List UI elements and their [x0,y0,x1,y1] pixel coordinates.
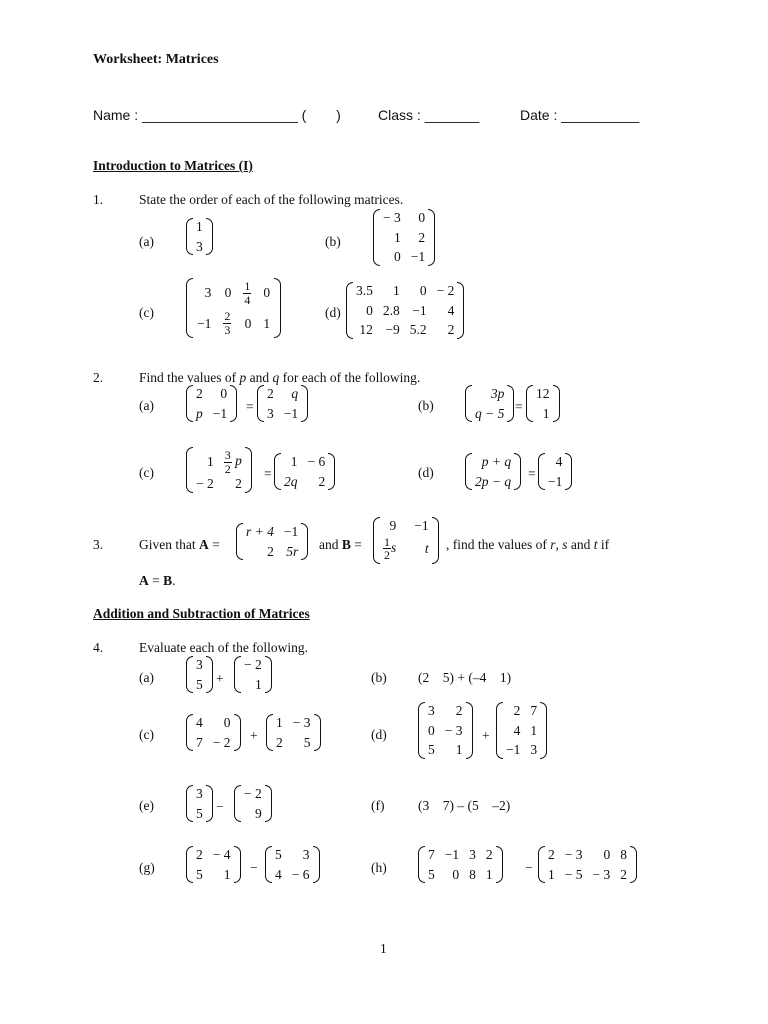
matrix-cell: 3 [196,657,203,672]
q4-label-e: (e) [139,798,154,813]
q3-matrix-A [236,523,308,560]
matrix-cell: 3.5 [356,283,373,298]
matrix-cell: 0 [418,210,426,225]
q4-label-d: (d) [371,727,387,742]
cell: 1 [207,454,214,470]
matrix-cell: 2 [267,543,274,559]
date-field[interactable] [520,108,639,122]
matrix-cell: 4 [275,866,282,882]
q3-and-b: and B = [319,537,362,552]
q2-matrix-d-right [538,453,572,490]
q4-label-g: (g) [139,860,155,875]
class-label: Class : [378,107,421,123]
cell: 0 [224,285,232,301]
matrix-cell: − 2 [244,786,262,801]
matrix-cell: 7 [428,847,435,862]
matrix-cell: − 6 [291,866,310,882]
question-1-text: State the order of each of the following matrices. [139,192,404,207]
question-4-text: Evaluate each of the following. [139,640,309,655]
matrix-cell: 3 [302,847,310,862]
question-2-text: Find the values of p and q for each of the following. [139,370,421,385]
matrix-cell: 1 [485,866,493,882]
name-field[interactable] [93,108,341,122]
matrix-cell: 1 [393,283,400,298]
q4-label-b: (b) [371,670,387,685]
q1-matrix-c [186,278,281,338]
matrix-cell: 12 [536,386,550,401]
plus-sign: + [250,728,258,743]
q2-label-c: (c) [139,465,154,480]
q4-label-h: (h) [371,860,387,875]
matrix-cell: 4 [513,722,521,738]
q4-label-c: (c) [139,727,154,742]
matrix-cell: 8 [620,847,627,862]
matrix-cell: − 2 [212,734,231,750]
matrix-cell: 2p − q [475,473,512,489]
matrix-cell: 3p [490,386,505,401]
matrix-cell: 2 [548,847,555,862]
matrix-cell: 2 [318,473,326,489]
matrix-cell: q − 5 [475,405,505,421]
matrix-cell: 2 [196,386,203,401]
matrix-cell: 1 [530,722,538,738]
q2-matrix-c-right [274,453,335,490]
equals-sign: = [246,399,254,414]
question-3-tail: , find the values of r, s and t if [446,537,610,552]
matrix-cell: 7 [530,703,538,718]
question-2-number: 2. [93,370,104,385]
matrix-cell: 1 [542,405,550,421]
matrix-cell: − 3 [383,210,401,225]
q2-matrix-a-left [186,385,237,422]
class-line: _______ [424,107,480,123]
cell: − 2 [196,476,214,492]
matrix-cell: 2q [284,473,298,489]
q4-matrix-d2 [496,702,547,759]
matrix-cell: 1 [196,219,203,234]
q2-label-d: (d) [418,465,434,480]
matrix-cell: 9 [255,805,262,821]
matrix-cell: 0 [452,866,460,882]
q1-matrix-d [346,282,464,339]
matrix-cell: p + q [481,454,512,469]
matrix-cell: 0 [366,302,373,318]
question-4-number: 4. [93,640,104,655]
matrix-cell: −1 [283,405,299,421]
matrix-cell: 5 [275,847,282,862]
matrix-cell: 1 [455,742,463,757]
fraction: $\frac{2}{3}$ [224,309,231,337]
question-3-number: 3. [93,537,104,552]
date-label: Date : [520,107,558,123]
q1-label-b: (b) [325,234,341,249]
name-label: Name : [93,107,139,123]
matrix-cell: 5 [196,805,203,821]
q1-label-a: (a) [139,234,154,249]
matrix-cell: 0 [394,249,401,264]
question-3-condition: A = B. [139,573,176,588]
q4-matrix-d1 [418,702,473,759]
q4-matrix-g2 [265,846,320,883]
matrix-cell: 5 [196,866,203,882]
matrix-cell: 5 [303,734,311,750]
matrix-cell: 3 [469,847,476,862]
q1-matrix-b [373,209,435,266]
matrix-cell: −9 [385,322,400,337]
matrix-cell: 1 [548,866,555,882]
cell: 0 [244,315,252,331]
index-paren-close: ) [336,107,341,123]
cell: $\frac{3}{2}$ p [224,448,242,476]
plus-sign: + [216,671,224,686]
matrix-cell: 4 [447,302,455,318]
matrix-cell: − 2 [244,657,262,672]
equals-sign: = [264,466,272,481]
matrix-cell: 2 [196,847,203,862]
q3-matrix-B [373,517,439,564]
matrix-cell: 4 [196,715,203,730]
matrix-cell: 0 [220,386,228,401]
matrix-cell: 5r [286,543,299,559]
cell: 1 [263,315,271,331]
minus-sign: − [250,860,258,875]
cell: 3 [204,285,212,301]
q4-expression-b: (2 5) + (–4 1) [418,670,512,685]
matrix-cell: 0 [223,715,231,730]
minus-sign: − [216,799,224,814]
page-number: 1 [380,941,387,956]
matrix-cell: p [196,405,203,421]
matrix-cell: − 3 [444,722,463,738]
plus-sign: + [482,728,490,743]
matrix-cell: 5 [428,866,435,882]
matrix-cell: 7 [196,734,203,750]
matrix-cell: − 5 [564,866,583,882]
q2-matrix-d-left [465,453,521,490]
section-heading-intro: Introduction to Matrices (I) [93,158,253,173]
q2-matrix-b-left [465,385,514,422]
fraction: $\frac{1}{4}$ [244,279,251,307]
matrix-cell: 2 [620,866,627,882]
section-heading-addition: Addition and Subtraction of Matrices [93,606,310,621]
matrix-cell: 2 [485,847,493,862]
q1-matrix-a [186,218,213,255]
matrix-cell: 3 [530,742,538,757]
cell: −1 [414,518,429,533]
equals-sign: = [528,466,536,481]
matrix-cell: −1 [444,847,460,862]
matrix-cell: 1 [255,676,262,692]
cell: $\frac{1}{2}$ s [384,534,397,563]
matrix-cell: − 6 [307,454,326,469]
matrix-cell: 2.8 [382,302,400,318]
matrix-cell: r + 4 [246,524,274,539]
matrix-cell: − 2 [436,283,455,298]
q1-label-c: (c) [139,305,154,320]
matrix-cell: −1 [410,249,426,264]
q2-label-a: (a) [139,398,154,413]
matrix-cell: 1 [394,229,401,245]
matrix-cell: − 3 [592,866,611,882]
matrix-cell: 5 [428,742,435,757]
date-line: __________ [561,107,640,123]
worksheet-title: Worksheet: Matrices [93,52,219,67]
matrix-cell: 5 [196,676,203,692]
q4-label-f: (f) [371,798,385,813]
q4-matrix-h1 [418,846,503,883]
matrix-cell: 2 [447,322,455,337]
matrix-cell: 1 [276,715,283,730]
matrix-cell: 1 [223,866,231,882]
q2-matrix-c-left [186,447,252,493]
matrix-cell: 1 [290,454,298,469]
cell: 9 [389,518,397,533]
matrix-cell: 2 [513,703,521,718]
matrix-cell: 3 [428,703,435,718]
cell: 2 [235,476,242,492]
q4-expression-f: (3 7) – (5 –2) [418,798,511,813]
matrix-cell: − 3 [292,715,311,730]
q4-matrix-h2 [538,846,637,883]
matrix-cell: 2 [455,703,463,718]
matrix-cell: −1 [283,524,299,539]
name-line: ____________________ [142,107,298,123]
q4-matrix-e1 [186,785,213,822]
matrix-cell: − 4 [212,847,231,862]
matrix-cell: 8 [469,866,476,882]
question-3-given: Given that A = [139,537,220,552]
matrix-cell: 0 [603,847,611,862]
matrix-cell: 3 [196,786,203,801]
matrix-cell: 2 [418,229,426,245]
q2-label-b: (b) [418,398,434,413]
q4-matrix-g1 [186,846,241,883]
cell: 0 [263,285,271,301]
matrix-cell: 2 [267,386,274,401]
equals-sign: = [515,399,523,414]
index-paren-open: ( [301,107,307,123]
q2-matrix-b-right [526,385,560,422]
q4-matrix-c2 [266,714,321,751]
matrix-cell: q [291,386,299,401]
q2-matrix-a-right [257,385,308,422]
matrix-cell: 4 [555,454,563,469]
q4-matrix-c1 [186,714,241,751]
matrix-cell: 0 [428,722,435,738]
matrix-cell: 3 [267,405,274,421]
matrix-cell: − 3 [564,847,583,862]
matrix-cell: 2 [276,734,283,750]
cell: t [424,540,429,556]
matrix-cell: 3 [196,238,203,254]
class-field[interactable] [378,108,479,122]
q4-label-a: (a) [139,670,154,685]
matrix-cell: −1 [506,742,521,757]
matrix-cell: 12 [359,322,373,337]
matrix-cell: −1 [548,473,563,489]
q4-matrix-a1 [186,656,213,693]
q4-matrix-a2 [234,656,272,693]
matrix-cell: 0 [419,283,427,298]
q4-matrix-e2 [234,785,272,822]
q1-label-d: (d) [325,305,341,320]
question-1-number: 1. [93,192,104,207]
matrix-cell: 5.2 [409,322,427,337]
minus-sign: − [525,860,533,875]
matrix-cell: −1 [212,405,228,421]
cell: −1 [197,315,212,331]
matrix-cell: −1 [412,302,427,318]
